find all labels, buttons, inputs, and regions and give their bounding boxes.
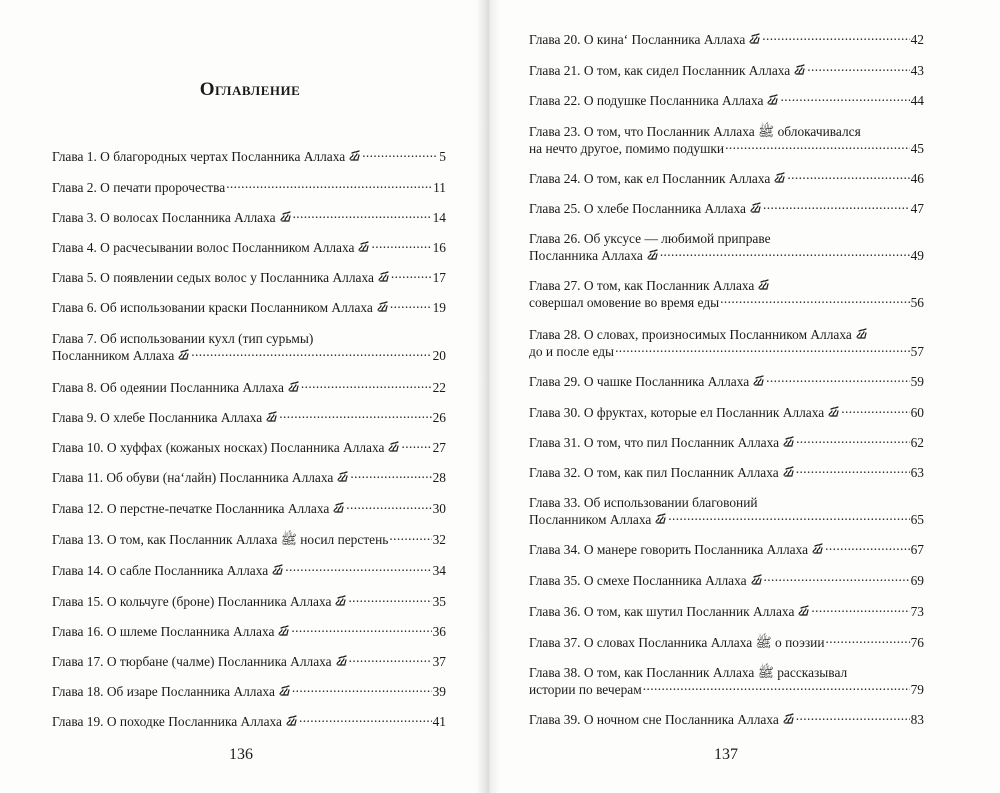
toc-entry bbox=[529, 634, 924, 651]
toc-entry-line bbox=[52, 683, 446, 700]
dot-leader bbox=[720, 294, 909, 307]
toc-entry bbox=[529, 170, 924, 187]
chapter-page-number: 19 bbox=[432, 300, 446, 316]
salawat-ligature-icon bbox=[783, 713, 794, 724]
dot-leader bbox=[660, 247, 910, 260]
chapter-title: Глава 8. Об одеянии Посланника Аллаха bbox=[52, 380, 284, 396]
chapter-title: Посланника Аллаха bbox=[529, 248, 643, 264]
chapter-page-number: 44 bbox=[910, 93, 924, 109]
toc-entry-line bbox=[529, 31, 924, 48]
toc-entry bbox=[52, 209, 446, 226]
salawat-ligature-icon bbox=[280, 211, 291, 222]
dot-leader bbox=[787, 170, 909, 183]
chapter-page-number: 26 bbox=[432, 410, 446, 426]
chapter-title: Глава 6. Об использовании краски Посланником Аллаха bbox=[52, 300, 373, 316]
toc-entry-line bbox=[52, 269, 446, 286]
salawat-ligature-icon bbox=[794, 64, 805, 75]
toc-entry-line bbox=[52, 209, 446, 226]
toc-entry-line bbox=[52, 439, 446, 456]
toc-entry bbox=[52, 500, 446, 517]
toc-entry-line bbox=[52, 653, 446, 670]
chapter-title: Глава 26. Об уксусе — любимой приправе bbox=[529, 231, 771, 246]
chapter-title: Глава 27. О том, как Посланник Аллаха bbox=[529, 278, 755, 293]
dot-leader bbox=[292, 683, 432, 696]
chapter-page-number: 42 bbox=[910, 32, 924, 48]
toc-entry bbox=[52, 439, 446, 456]
toc-entry bbox=[529, 603, 924, 620]
toc-entry-line bbox=[52, 623, 446, 640]
toc-entry bbox=[52, 379, 446, 396]
chapter-title: Посланником Аллаха bbox=[529, 512, 652, 528]
chapter-title: Глава 18. Об изаре Посланника Аллаха bbox=[52, 684, 275, 700]
dot-leader bbox=[763, 200, 910, 213]
salawat-ligature-icon bbox=[655, 513, 666, 524]
dot-leader bbox=[826, 634, 910, 647]
dot-leader bbox=[350, 469, 431, 482]
toc-entry-line bbox=[52, 347, 446, 364]
chapter-page-number: 28 bbox=[432, 470, 446, 486]
chapter-page-number: 79 bbox=[910, 682, 924, 698]
toc-entry-line bbox=[52, 713, 446, 730]
chapter-title: Глава 29. О чашке Посланника Аллаха bbox=[529, 374, 750, 390]
dot-leader bbox=[226, 179, 432, 192]
salawat-ligature-icon bbox=[753, 375, 764, 386]
toc-entry bbox=[529, 434, 924, 451]
chapter-title: Глава 14. О сабле Посланника Аллаха bbox=[52, 563, 269, 579]
toc-entry-line bbox=[52, 239, 446, 256]
toc-entry bbox=[52, 593, 446, 610]
dot-leader bbox=[401, 439, 431, 452]
chapter-page-number: 76 bbox=[910, 635, 924, 651]
toc-entry bbox=[529, 404, 924, 421]
dot-leader bbox=[391, 269, 432, 282]
dot-leader bbox=[279, 409, 431, 422]
salawat-ligature-icon bbox=[758, 279, 769, 290]
dot-leader bbox=[725, 140, 910, 153]
dot-leader bbox=[299, 713, 432, 726]
toc-entry bbox=[529, 277, 924, 311]
salawat-ligature-icon bbox=[288, 381, 299, 392]
salawat-ligature-icon bbox=[647, 249, 658, 260]
toc-entry-line bbox=[52, 531, 446, 548]
chapter-page-number: 14 bbox=[432, 210, 446, 226]
chapter-title: Посланником Аллаха bbox=[52, 348, 175, 364]
toc-entry-line bbox=[529, 681, 924, 698]
toc-entry bbox=[52, 299, 446, 316]
chapter-title: Глава 36. О том, как шутил Посланник Аллаха bbox=[529, 604, 795, 620]
salawat-ligature-icon bbox=[349, 150, 360, 161]
toc-entry-line bbox=[529, 664, 924, 681]
chapter-title: Глава 28. О словах, произносимых Посланником Аллаха bbox=[529, 327, 852, 342]
salawat-ligature-icon bbox=[358, 241, 369, 252]
toc-entry-line bbox=[529, 541, 924, 558]
chapter-page-number: 56 bbox=[910, 295, 924, 311]
chapter-page-number: 83 bbox=[910, 712, 924, 728]
salawat-ligature-icon bbox=[749, 33, 760, 44]
toc-entry-line bbox=[529, 343, 924, 360]
toc-entry-line bbox=[529, 404, 924, 421]
dot-leader bbox=[841, 404, 909, 417]
toc-entry-line bbox=[529, 326, 924, 343]
salawat-ligature-icon bbox=[336, 655, 347, 666]
salawat-ligature-icon bbox=[337, 471, 348, 482]
chapter-title: Глава 2. О печати пророчества bbox=[52, 180, 226, 196]
chapter-page-number: 69 bbox=[910, 573, 924, 589]
left-page-number: 136 bbox=[229, 746, 253, 763]
salawat-ligature-icon bbox=[178, 349, 189, 360]
toc-entry-line bbox=[529, 711, 924, 728]
toc-entry-line bbox=[52, 562, 446, 579]
chapter-page-number: 11 bbox=[433, 180, 446, 196]
chapter-page-number: 67 bbox=[910, 542, 924, 558]
toc-entry bbox=[52, 148, 446, 165]
toc-entry bbox=[529, 464, 924, 481]
chapter-title: Глава 4. О расчесывании волос Посланником Аллаха bbox=[52, 240, 355, 256]
chapter-title: Глава 39. О ночном сне Посланника Аллаха bbox=[529, 712, 779, 728]
toc-entry bbox=[52, 713, 446, 730]
chapter-title: Глава 24. О том, как ел Посланник Аллаха bbox=[529, 171, 771, 187]
chapter-title: Глава 33. Об использовании благовоний bbox=[529, 495, 758, 510]
salawat-ligature-icon bbox=[377, 301, 388, 312]
chapter-title: Глава 16. О шлеме Посланника Аллаха bbox=[52, 624, 275, 640]
chapter-title: Глава 7. Об использовании кухл (тип сурьмы) bbox=[52, 331, 314, 346]
dot-leader bbox=[643, 681, 910, 694]
page-title: Оглавление bbox=[199, 79, 301, 100]
salawat-ligature-icon bbox=[272, 564, 283, 575]
dot-leader bbox=[796, 711, 910, 724]
chapter-title: Глава 17. О тюрбане (чалме) Посланника Аллаха bbox=[52, 654, 332, 670]
toc-entry-line bbox=[529, 247, 924, 264]
salawat-ligature-icon bbox=[279, 685, 290, 696]
dot-leader bbox=[389, 531, 431, 544]
toc-entry-line bbox=[52, 330, 446, 347]
chapter-title: Глава 19. О походке Посланника Аллаха bbox=[52, 714, 282, 730]
dot-leader bbox=[796, 464, 910, 477]
chapter-page-number: 39 bbox=[432, 684, 446, 700]
toc-entry-line bbox=[529, 464, 924, 481]
toc-entry-line bbox=[529, 634, 924, 651]
chapter-title: Глава 5. О появлении седых волос у Посланника Аллаха bbox=[52, 270, 374, 286]
chapter-title: Глава 22. О подушке Посланника Аллаха bbox=[529, 93, 764, 109]
toc-entry bbox=[529, 31, 924, 48]
chapter-page-number: 5 bbox=[439, 149, 446, 165]
toc-entry-line bbox=[52, 593, 446, 610]
dot-leader bbox=[811, 603, 909, 616]
toc-entry bbox=[52, 683, 446, 700]
toc-entry bbox=[529, 373, 924, 390]
chapter-title: Глава 15. О кольчуге (броне) Посланника Аллаха bbox=[52, 594, 332, 610]
chapter-title: Глава 3. О волосах Посланника Аллаха bbox=[52, 210, 276, 226]
dot-leader bbox=[362, 148, 438, 161]
toc-entry bbox=[52, 562, 446, 579]
chapter-page-number: 16 bbox=[432, 240, 446, 256]
salawat-ligature-icon bbox=[750, 202, 761, 213]
chapter-page-number: 59 bbox=[910, 374, 924, 390]
toc-entry-line bbox=[52, 469, 446, 486]
chapter-page-number: 60 bbox=[910, 405, 924, 421]
chapter-title: Глава 37. О словах Посланника Аллаха ﷺ о поэзии bbox=[529, 635, 825, 651]
salawat-ligature-icon bbox=[378, 271, 389, 282]
right-page-number: 137 bbox=[714, 746, 738, 763]
salawat-ligature-icon bbox=[783, 466, 794, 477]
salawat-ligature-icon bbox=[286, 715, 297, 726]
toc-entry bbox=[52, 409, 446, 426]
chapter-title: Глава 20. О кина‘ Посланника Аллаха bbox=[529, 32, 746, 48]
dot-leader bbox=[371, 239, 431, 252]
toc-entry-line bbox=[529, 62, 924, 79]
toc-entry bbox=[529, 62, 924, 79]
chapter-page-number: 37 bbox=[432, 654, 446, 670]
chapter-page-number: 20 bbox=[432, 348, 446, 364]
chapter-page-number: 17 bbox=[432, 270, 446, 286]
chapter-page-number: 62 bbox=[910, 435, 924, 451]
left-page bbox=[0, 0, 487, 793]
chapter-title: до и после еды bbox=[529, 344, 615, 360]
dot-leader bbox=[191, 347, 431, 360]
toc-entry bbox=[52, 179, 446, 196]
chapter-title: Глава 38. О том, как Посланник Аллаха ﷺ рассказывал bbox=[529, 665, 848, 680]
toc-entry-line bbox=[529, 603, 924, 620]
salawat-ligature-icon bbox=[333, 502, 344, 513]
toc-entry-line bbox=[52, 299, 446, 316]
salawat-ligature-icon bbox=[774, 172, 785, 183]
salawat-ligature-icon bbox=[266, 411, 277, 422]
salawat-ligature-icon bbox=[278, 625, 289, 636]
chapter-title: Глава 13. О том, как Посланник Аллаха ﷺ носил перстень bbox=[52, 532, 389, 548]
dot-leader bbox=[825, 541, 910, 554]
toc-entry-line bbox=[529, 294, 924, 311]
dot-leader bbox=[780, 92, 909, 105]
chapter-page-number: 34 bbox=[432, 563, 446, 579]
toc-entry bbox=[529, 92, 924, 109]
salawat-ligature-icon bbox=[388, 441, 399, 452]
toc-entry-line bbox=[529, 170, 924, 187]
toc-entry bbox=[52, 531, 446, 548]
chapter-title: Глава 30. О фруктах, которые ел Посланник Аллаха bbox=[529, 405, 825, 421]
chapter-page-number: 41 bbox=[432, 714, 446, 730]
chapter-page-number: 45 bbox=[910, 141, 924, 157]
dot-leader bbox=[615, 343, 910, 356]
toc-entry bbox=[529, 494, 924, 528]
salawat-ligature-icon bbox=[335, 595, 346, 606]
chapter-page-number: 46 bbox=[910, 171, 924, 187]
toc-entry-line bbox=[52, 379, 446, 396]
chapter-title: Глава 21. О том, как сидел Посланник Аллаха bbox=[529, 63, 791, 79]
dot-leader bbox=[762, 31, 909, 44]
toc-entry-line bbox=[529, 200, 924, 217]
toc-entry bbox=[529, 326, 924, 360]
dot-leader bbox=[764, 572, 910, 585]
toc-entry-line bbox=[52, 179, 446, 196]
chapter-page-number: 27 bbox=[432, 440, 446, 456]
chapter-title: Глава 23. О том, что Посланник Аллаха ﷺ облокачивался bbox=[529, 124, 861, 139]
chapter-page-number: 47 bbox=[910, 201, 924, 217]
toc-entry-line bbox=[52, 148, 446, 165]
chapter-title: истории по вечерам bbox=[529, 682, 642, 698]
toc-entry-line bbox=[529, 494, 924, 511]
book-gutter bbox=[476, 0, 500, 793]
salawat-ligature-icon bbox=[812, 543, 823, 554]
toc-entry bbox=[529, 711, 924, 728]
toc-entry bbox=[52, 239, 446, 256]
chapter-title: совершал омовение во время еды bbox=[529, 295, 720, 311]
chapter-page-number: 43 bbox=[910, 63, 924, 79]
toc-entry-line bbox=[529, 140, 924, 157]
salawat-ligature-icon bbox=[767, 94, 778, 105]
dot-leader bbox=[668, 511, 909, 524]
dot-leader bbox=[348, 593, 431, 606]
toc-entry bbox=[529, 230, 924, 264]
toc-entry-line bbox=[529, 434, 924, 451]
chapter-page-number: 22 bbox=[432, 380, 446, 396]
toc-entry bbox=[529, 572, 924, 589]
toc-entry-line bbox=[529, 92, 924, 109]
chapter-title: Глава 10. О хуффах (кожаных носках) Посланника Аллаха bbox=[52, 440, 385, 456]
chapter-title: Глава 1. О благородных чертах Посланника Аллаха bbox=[52, 149, 346, 165]
chapter-title: на нечто другое, помимо подушки bbox=[529, 141, 725, 157]
chapter-title: Глава 35. О смехе Посланника Аллаха bbox=[529, 573, 747, 589]
dot-leader bbox=[291, 623, 431, 636]
dot-leader bbox=[301, 379, 432, 392]
toc-entry bbox=[52, 269, 446, 286]
salawat-ligature-icon bbox=[798, 605, 809, 616]
chapter-title: Глава 12. О перстне-печатке Посланника Аллаха bbox=[52, 501, 330, 517]
toc-entry-line bbox=[529, 373, 924, 390]
salawat-ligature-icon bbox=[751, 574, 762, 585]
toc-entry bbox=[52, 623, 446, 640]
dot-leader bbox=[293, 209, 432, 222]
toc-entry-line bbox=[529, 572, 924, 589]
salawat-ligature-icon bbox=[828, 406, 839, 417]
chapter-page-number: 35 bbox=[432, 594, 446, 610]
chapter-title: Глава 34. О манере говорить Посланника Аллаха bbox=[529, 542, 809, 558]
chapter-page-number: 73 bbox=[910, 604, 924, 620]
toc-entry-line bbox=[529, 277, 924, 294]
toc-entry bbox=[529, 200, 924, 217]
dot-leader bbox=[390, 299, 432, 312]
toc-entry bbox=[529, 123, 924, 157]
toc-entry-line bbox=[529, 123, 924, 140]
salawat-ligature-icon bbox=[783, 436, 794, 447]
chapter-page-number: 32 bbox=[432, 532, 446, 548]
dot-leader bbox=[796, 434, 910, 447]
toc-entry bbox=[52, 469, 446, 486]
chapter-title: Глава 31. О том, что пил Посланник Аллаха bbox=[529, 435, 780, 451]
dot-leader bbox=[349, 653, 432, 666]
chapter-page-number: 63 bbox=[910, 465, 924, 481]
toc-entry bbox=[529, 664, 924, 698]
dot-leader bbox=[807, 62, 909, 75]
chapter-title: Глава 11. Об обуви (на‘лайн) Посланника Аллаха bbox=[52, 470, 334, 486]
chapter-page-number: 30 bbox=[432, 501, 446, 517]
toc-entry-line bbox=[529, 230, 924, 247]
chapter-title: Глава 9. О хлебе Посланника Аллаха bbox=[52, 410, 263, 426]
toc-entry bbox=[52, 330, 446, 364]
chapter-title: Глава 25. О хлебе Посланника Аллаха bbox=[529, 201, 746, 217]
toc-entry-line bbox=[52, 500, 446, 517]
chapter-page-number: 57 bbox=[910, 344, 924, 360]
salawat-ligature-icon bbox=[856, 328, 867, 339]
chapter-page-number: 49 bbox=[910, 248, 924, 264]
toc-entry bbox=[52, 653, 446, 670]
chapter-page-number: 36 bbox=[432, 624, 446, 640]
dot-leader bbox=[346, 500, 431, 513]
chapter-title: Глава 32. О том, как пил Посланник Аллаха bbox=[529, 465, 779, 481]
dot-leader bbox=[285, 562, 431, 575]
dot-leader bbox=[766, 373, 909, 386]
toc-entry-line bbox=[52, 409, 446, 426]
chapter-page-number: 65 bbox=[910, 512, 924, 528]
toc-entry-line bbox=[529, 511, 924, 528]
toc-entry bbox=[529, 541, 924, 558]
